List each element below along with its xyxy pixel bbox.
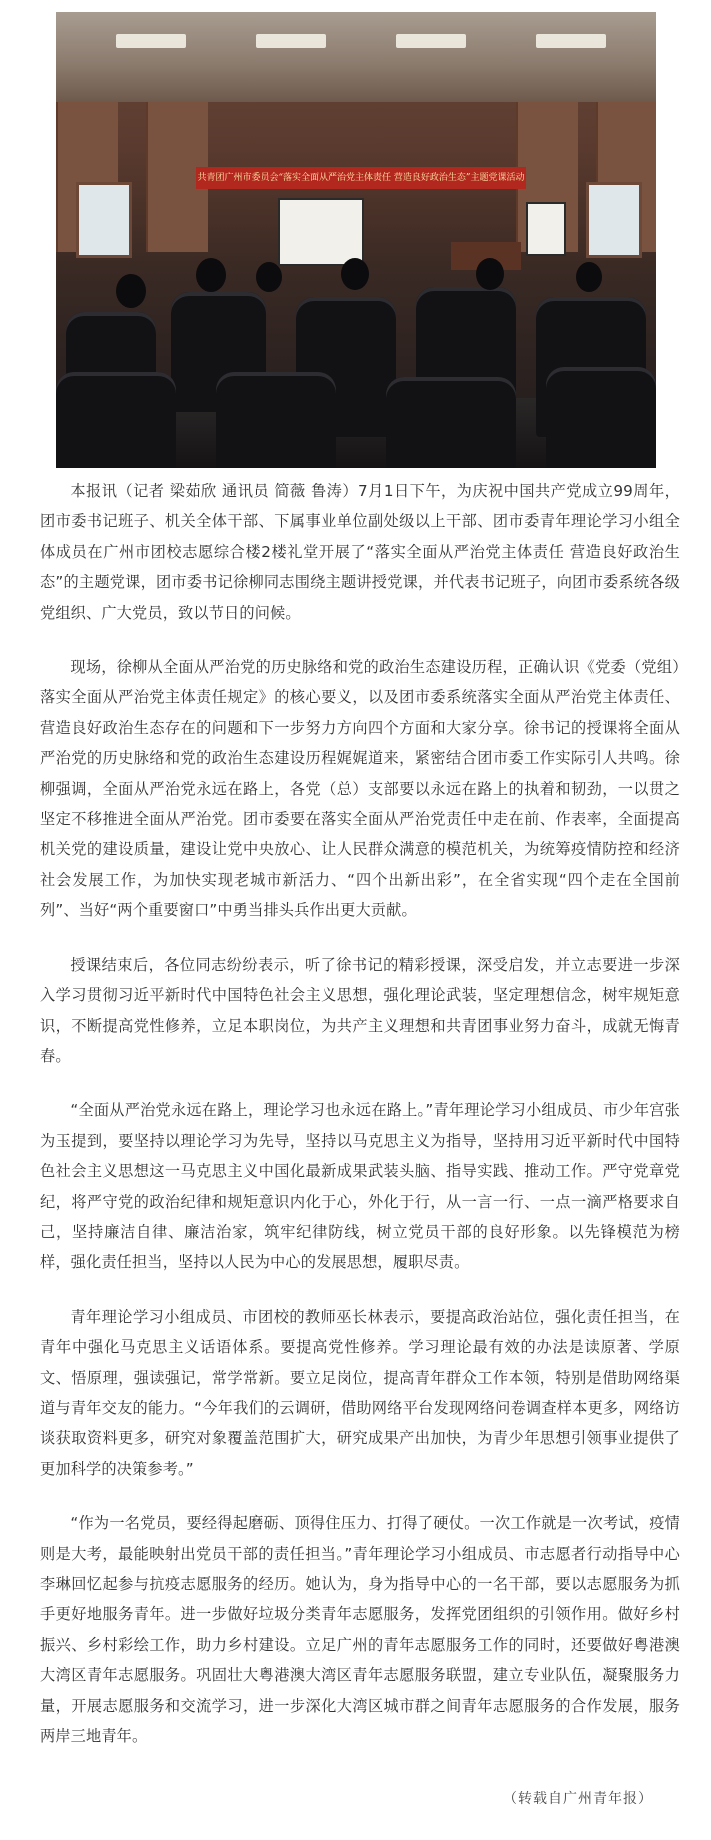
audience-head bbox=[476, 258, 504, 290]
photo-window bbox=[76, 182, 132, 258]
ceiling-light bbox=[116, 34, 186, 48]
source-note: （转载自广州青年报） bbox=[503, 1791, 653, 1807]
meeting-photo bbox=[56, 12, 656, 468]
side-screen bbox=[526, 202, 566, 256]
ceiling-light bbox=[256, 34, 326, 48]
audience-head bbox=[576, 262, 602, 292]
article-body bbox=[40, 476, 680, 1751]
paragraph-1: 本报讯（记者 梁茹欣 通讯员 简薇 鲁涛）7月1日下午，为庆祝中国共产党成立99周年，团市委书记班子、机关全体干部、下属事业单位副处级以上干部、团市委青年理论学习小组全体成员在广州市团校志愿综合楼2楼礼堂开展了“落实全面从严治党主体责任 营造良好政治生态”的主题党课，团市委书记徐柳同志围绕主题讲授党课，并代表书记班子，向团市委系统各级党组织、广大党员，致以节日的问候。 bbox=[40, 482, 680, 622]
ceiling-light bbox=[396, 34, 466, 48]
photo-ceiling bbox=[56, 12, 656, 102]
paragraph-6: “作为一名党员，要经得起磨砺、顶得住压力、打得了硬仗。一次工作就是一次考试，疫情则是大考，最能映射出党员干部的责任担当。”青年理论学习小组成员、市志愿者行动指导中心李琳回忆起参与抗疫志愿服务的经历。她认为，身为指导中心的一名干部，要以志愿服务为抓手更好地服务青年。进一步做好垃圾分类青年志愿服务，发挥党团组织的引领作用。做好乡村振兴、乡村彩绘工作，助力乡村建设。立足广州的青年志愿服务工作的同时，还要做好粤港澳大湾区青年志愿服务。巩固壮大粤港澳大湾区青年志愿服务联盟，建立专业队伍，凝聚服务力量，开展志愿服务和交流学习，进一步深化大湾区城市群之间青年志愿服务的合作发展，服务两岸三地青年。 bbox=[40, 1514, 680, 1746]
audience-seat bbox=[56, 372, 176, 468]
paragraph-5: 青年理论学习小组成员、市团校的教师巫长林表示，要提高政治站位，强化责任担当，在青年中强化马克思主义话语体系。要提高党性修养。学习理论最有效的办法是读原著、学原文、悟原理，强读强记，常学常新。要立足岗位，提高青年群众工作本领，特别是借助网络渠道与青年交友的能力。“今年我们的云调研，借助网络平台发现网络问卷调查样本更多，网络访谈获取资料更多，研究对象覆盖范围扩大，研究成果产出加快，为青少年思想引领事业提供了更加科学的决策参考。” bbox=[40, 1307, 680, 1478]
audience-head bbox=[341, 258, 369, 290]
audience-seat bbox=[546, 367, 656, 468]
photo-window bbox=[586, 182, 642, 258]
paragraph-2: 现场，徐柳从全面从严治党的历史脉络和党的政治生态建设历程，正确认识《党委（党组）落实全面从严治党主体责任规定》的核心要义，以及团市委系统落实全面从严治党主体责任、营造良好政治生态存在的问题和下一步努力方向四个方面和大家分享。徐书记的授课将全面从严治党的历史脉络和党的政治生态建设历程娓娓道来，紧密结合团市委工作实际引人共鸣。徐柳强调，全面从严治党永远在路上，各党（总）支部要以永远在路上的执着和韧劲，一以贯之坚定不移推进全面从严治党。团市委要在落实全面从严治党责任中走在前、作表率，全面提高机关党的建设质量，建设让党中央放心、让人民群众满意的模范机关，为统筹疫情防控和经济社会发展工作，为加快实现老城市新活力、“四个出新出彩”，在全省实现“四个走在全国前列”、当好“两个重要窗口”中勇当排头兵作出更大贡献。 bbox=[40, 658, 680, 920]
photo-banner: 共青团广州市委员会“落实全面从严治党主体责任 营造良好政治生态”主题党课活动 bbox=[196, 167, 526, 189]
paragraph-3: 授课结束后，各位同志纷纷表示，听了徐书记的精彩授课，深受启发，并立志要进一步深入学习贯彻习近平新时代中国特色社会主义思想，强化理论武装，坚定理想信念，树牢规矩意识，不断提高党性修养，立足本职岗位，为共产主义理想和共青团事业努力奋斗，成就无悔青春。 bbox=[40, 955, 680, 1065]
audience-seat bbox=[386, 377, 516, 468]
audience-head bbox=[116, 274, 146, 308]
paragraph-4: “全面从严治党永远在路上，理论学习也永远在路上。”青年理论学习小组成员、市少年宫张为玉提到，要坚持以理论学习为先导，坚持以马克思主义为指导，坚持用习近平新时代中国特色社会主义思想这一马克思主义中国化最新成果武装头脑、指导实践、推动工作。严守党章党纪，将严守党的政治纪律和规矩意识内化于心，外化于行，从一言一行、一点一滴严格要求自己，坚持廉洁自律、廉洁治家，筑牢纪律防线，树立党员干部的良好形象。以先锋模范为榜样，强化责任担当，坚持以人民为中心的发展思想，履职尽责。 bbox=[40, 1101, 680, 1272]
ceiling-light bbox=[536, 34, 606, 48]
audience-seat bbox=[216, 372, 336, 468]
audience-head bbox=[196, 258, 226, 292]
audience-head bbox=[256, 262, 282, 292]
projection-screen bbox=[278, 198, 364, 266]
